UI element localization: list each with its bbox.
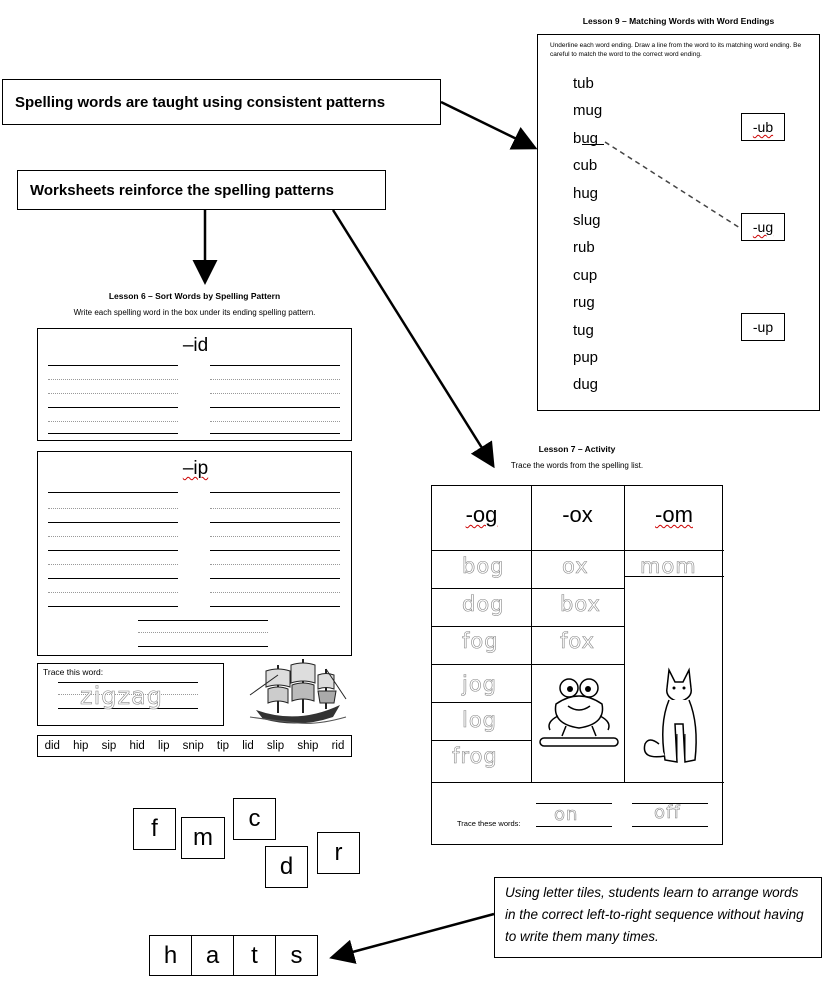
trace-dog: dog (462, 592, 505, 616)
ending-ub: -ub (741, 113, 785, 141)
word: tug (573, 321, 594, 339)
arrow-to-hats (334, 914, 494, 957)
frog-illustration (536, 674, 622, 754)
word: mug (573, 102, 603, 120)
bank-word: sip (101, 740, 117, 752)
letter-tile-a[interactable]: a (191, 935, 234, 976)
trace-box: box (560, 592, 601, 616)
callout-tiles-note: Using letter tiles, students learn to arrange words in the correct left-to-right sequence without having to write them many times. (494, 877, 822, 958)
bank-word: tip (216, 740, 230, 752)
lesson9-instructions: Underline each word ending. Draw a line from the word to its matching word ending. Be careful to match the word to the correct word ending. (550, 42, 802, 58)
letter-tile-t[interactable]: t (233, 935, 276, 976)
trace-fog: fog (462, 629, 499, 653)
arrow-to-lesson7 (333, 210, 492, 464)
bank-word: snip (182, 740, 204, 752)
word: pup (573, 348, 599, 366)
trace-word-zigzag: zigzag (80, 682, 164, 710)
lesson6-trace-box (37, 663, 224, 726)
word: tub (573, 75, 594, 92)
lesson7-instructions: Trace the words from the spelling list. (510, 461, 644, 470)
trace-jog: jog (462, 672, 498, 696)
trace-fox: fox (560, 629, 596, 653)
lesson6-ip-box (37, 451, 352, 656)
trace-off: off (654, 802, 681, 823)
lesson7-trace-label: Trace these words: (457, 819, 521, 828)
lesson9-title: Lesson 9 – Matching Words with Word Endings (582, 16, 775, 26)
trace-log: log (462, 708, 498, 732)
letter-tile-f[interactable]: f (133, 808, 176, 850)
trace-frog: frog (452, 744, 498, 768)
trace-mom: mom (640, 554, 697, 578)
lesson6-id-box (37, 328, 352, 441)
bank-word: hip (73, 740, 89, 752)
callout-patterns: Spelling words are taught using consistent patterns (2, 79, 441, 125)
word: rug (573, 294, 595, 312)
word: slug (573, 211, 601, 229)
lesson6-title: Lesson 6 – Sort Words by Spelling Pattern (108, 291, 281, 301)
bank-word: lid (242, 740, 254, 752)
lesson6-word-bank (37, 735, 352, 757)
letter-tile-s[interactable]: s (275, 935, 318, 976)
letter-tile-c[interactable]: c (233, 798, 276, 840)
word: hug (573, 184, 599, 202)
lesson9-word-list (573, 75, 602, 404)
letter-tile-m[interactable]: m (181, 817, 225, 859)
fox-illustration (637, 664, 717, 776)
bank-word: ship (297, 740, 319, 752)
word: bug (573, 129, 599, 147)
trace-label: Trace this word: (43, 667, 104, 677)
lesson9-worksheet (537, 34, 820, 411)
header-og: -og (465, 502, 498, 527)
trace-on: on (554, 804, 579, 825)
lesson6-instructions: Write each spelling word in the box under its ending spelling pattern. (73, 308, 316, 317)
bank-word: hid (129, 740, 145, 752)
word: cup (573, 266, 598, 284)
bank-word: slip (266, 740, 285, 752)
word: cub (573, 157, 598, 175)
header-ox: -ox (562, 502, 593, 527)
bank-word: did (44, 740, 60, 752)
ship-illustration (248, 655, 348, 730)
trace-ox: ox (562, 554, 589, 578)
word: rub (573, 239, 595, 257)
ending-ug: -ug (741, 213, 785, 241)
header-om: -om (655, 502, 693, 527)
letter-tile-d[interactable]: d (265, 846, 308, 888)
word: dug (573, 376, 599, 394)
pattern-ip: –ip (182, 458, 209, 479)
bank-word: lip (157, 740, 170, 752)
trace-bog: bog (462, 554, 505, 578)
arrow-to-lesson9 (441, 102, 533, 147)
callout-worksheets: Worksheets reinforce the spelling patterns (17, 170, 386, 210)
letter-tile-r[interactable]: r (317, 832, 360, 874)
pattern-id: –id (182, 335, 209, 356)
bank-word: rid (331, 740, 345, 752)
ending-up: -up (741, 313, 785, 341)
lesson7-title: Lesson 7 – Activity (538, 444, 616, 454)
underline-mark (582, 144, 604, 145)
lesson7-worksheet (431, 485, 723, 845)
letter-tile-h[interactable]: h (149, 935, 192, 976)
